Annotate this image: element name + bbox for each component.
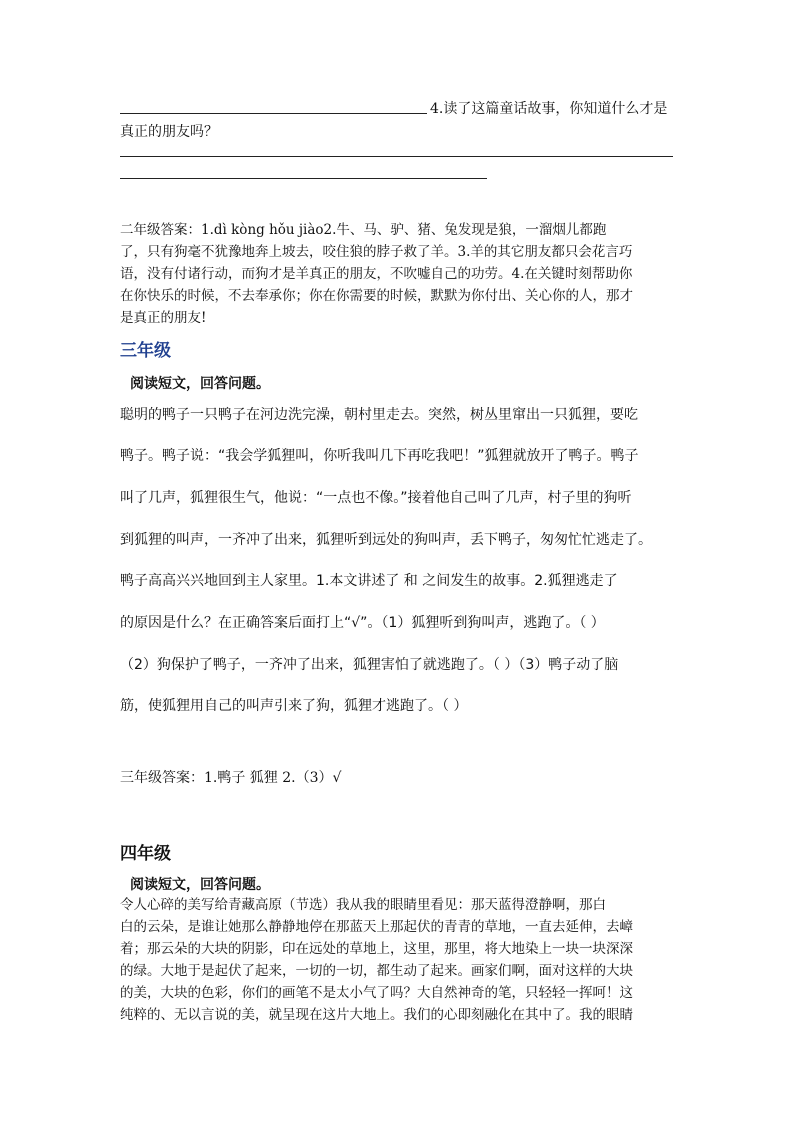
passage-line: 的绿。大地于是起伏了起来，一切的一切，都生动了起来。画家们啊，面对这样的大块 — [120, 963, 633, 979]
story-line: （2）狗保护了鸭子，一齐冲了出来，狐狸害怕了就逃跑了。（ ）（3）鸭子动了脑 — [120, 657, 619, 673]
story-line: 聪明的鸭子一只鸭子在河边洗完澡，朝村里走去。突然，树丛里窜出一只狐狸，要吃 — [120, 407, 638, 423]
answer-line: 了，只有狗毫不犹豫地奔上坡去，咬住狼的脖子救了羊。3.羊的其它朋友都只会花言巧 — [120, 244, 633, 260]
question-4-text-cont: 真正的朋友吗？ — [120, 124, 218, 140]
passage-line: 白的云朵，是谁让她那么静静地停在那蓝天上那起伏的青青的草地，一直去延伸，去嶂 — [120, 919, 633, 935]
question-4-text: 4.读了这篇童话故事，你知道什么才是 — [430, 101, 668, 117]
answer-line: 二年级答案：1.dì kòng hǒu jiào2.牛、马、驴、猪、兔发现是狼，一溜烟儿都跑 — [120, 222, 607, 238]
grade4-instruction: 阅读短文，回答问题。 — [130, 877, 270, 893]
answer-line: 在你快乐的时候，不去奉承你；你在你需要的时候，默默为你付出、关心你的人，那才 — [120, 288, 633, 304]
answer-line: 语，没有付诸行动，而狗才是羊真正的朋友，不吹嘘自己的功劳。4.在关键时刻帮助你 — [120, 266, 633, 282]
grade3-heading: 三年级 — [120, 341, 171, 361]
answer-line: 是真正的朋友! — [120, 310, 207, 326]
passage-line: 着；那云朵的大块的阴影，印在远处的草地上，这里，那里，将大地染上一块一块深深 — [120, 941, 633, 957]
story-line: 叫了几声，狐狸很生气，他说：“一点也不像。”接着他自己叫了几声，村子里的狗听 — [120, 490, 632, 506]
grade4-passage — [120, 894, 676, 1026]
story-line: 鸭子。鸭子说：“我会学狐狸叫，你听我叫几下再吃我吧！”狐狸就放开了鸭子。鸭子 — [120, 448, 639, 464]
grade4-heading: 四年级 — [120, 844, 171, 864]
passage-line: 纯粹的、无以言说的美，就呈现在这片大地上。我们的心即刻融化在其中了。我的眼睛 — [120, 1007, 633, 1023]
passage-line: 令人心碎的美写给青藏高原（节选）我从我的眼睛里看见：那天蓝得澄静啊，那白 — [120, 897, 606, 913]
story-line: 筋，使狐狸用自己的叫声引来了狗，狐狸才逃跑了。（ ） — [120, 698, 468, 714]
grade3-answer: 三年级答案：1.鸭子 狐狸 2.（3）√ — [120, 770, 342, 786]
grade3-instruction: 阅读短文，回答问题。 — [130, 376, 270, 392]
story-line: 的原因是什么？在正确答案后面打上“√”。（1）狐狸听到狗叫声，逃跑了。（ ） — [120, 615, 605, 631]
answer-blank-line — [120, 178, 487, 179]
passage-line: 的美，大块的色彩，你们的画笔不是太小气了吗？大自然神奇的笔，只轻轻一挥呵！这 — [120, 985, 633, 1001]
story-line: 鸭子高高兴兴地回到主人家里。1.本文讲述了 和 之间发生的故事。2.狐狸逃走了 — [120, 573, 618, 589]
answer-blank-line — [120, 156, 673, 157]
grade2-answer — [120, 219, 676, 329]
answer-blank-line — [120, 113, 427, 114]
story-line: 到狐狸的叫声，一齐冲了出来，狐狸听到远处的狗叫声，丢下鸭子，匆匆忙忙逃走了。 — [120, 532, 652, 548]
